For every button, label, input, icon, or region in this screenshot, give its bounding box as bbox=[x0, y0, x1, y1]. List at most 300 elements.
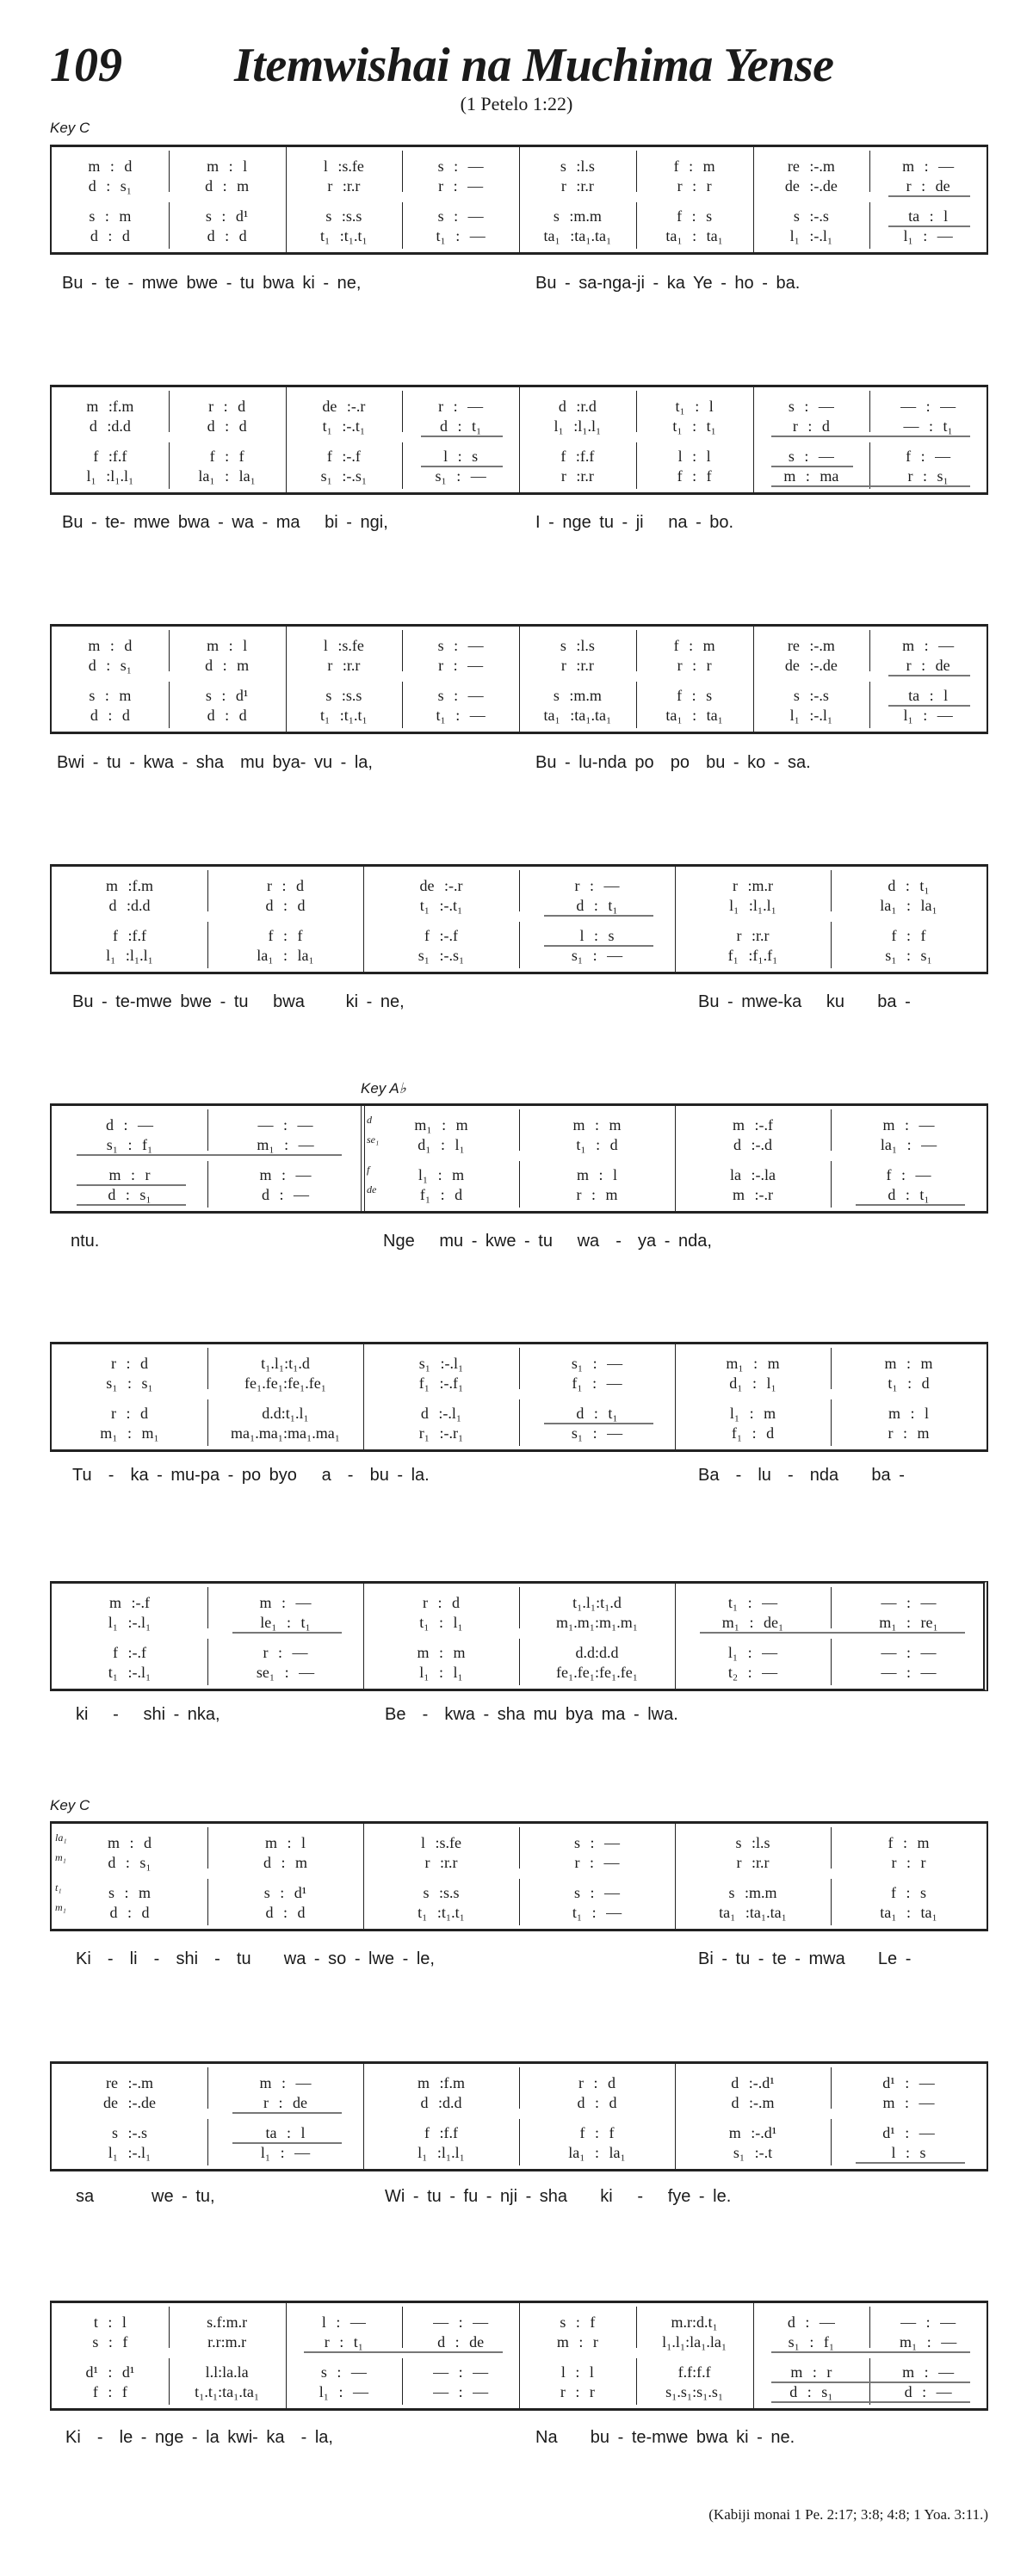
note-cell: m : l bbox=[576, 1166, 617, 1183]
note-cell: la₁ : la₁ bbox=[257, 947, 314, 964]
barline bbox=[169, 2307, 170, 2348]
barline bbox=[169, 630, 170, 671]
slur-line bbox=[544, 945, 653, 947]
lyrics-line: Ki - le - nge - la kwi- ka - la, bbox=[65, 2428, 333, 2447]
lyrics-line: Bu - sa-nga-ji - ka Ye - ho - ba. bbox=[535, 274, 801, 293]
note-cell: f₁ : d bbox=[419, 1186, 463, 1203]
note-cell: de :-.de bbox=[784, 177, 838, 195]
note-cell: d : t₁ bbox=[439, 417, 482, 435]
lyrics-line: Be - kwa - sha mu bya ma - lwa. bbox=[385, 1705, 678, 1724]
barline bbox=[831, 1587, 832, 1628]
note-cell: r :r.r bbox=[560, 657, 594, 674]
modulation-marker: m₁ bbox=[55, 1901, 66, 1913]
note-cell: s : — bbox=[320, 2363, 367, 2381]
note-cell: t₁.l₁:t₁.d bbox=[261, 1355, 310, 1372]
note-cell: d : t₁ bbox=[576, 897, 618, 914]
note-cell: s₁ : s₁ bbox=[885, 947, 932, 964]
note-cell: d¹ : — bbox=[882, 2124, 935, 2141]
note-cell: s₁ : — bbox=[435, 467, 486, 485]
note-cell: f :f.f bbox=[560, 448, 595, 465]
note-cell: d : s₁ bbox=[108, 1186, 152, 1203]
slur-line bbox=[232, 2112, 342, 2114]
note-cell: d : d bbox=[207, 227, 247, 244]
note-cell: r :r.r bbox=[424, 1854, 458, 1871]
lyrics-line: Bu - te - mwe bwe - tu bwa ki - ne, bbox=[62, 274, 362, 293]
lyrics-line: Nge mu - kwe - tu wa - ya - nda, bbox=[383, 1232, 712, 1251]
note-cell: s₁ : f₁ bbox=[788, 2333, 835, 2351]
barline bbox=[636, 442, 637, 489]
note-cell: m₁ : m bbox=[414, 1116, 468, 1134]
note-cell: la :-.la bbox=[730, 1166, 776, 1183]
lyrics-line: Ba - lu - nda ba - bbox=[698, 1466, 905, 1485]
note-cell: f : f bbox=[891, 927, 926, 944]
barline bbox=[636, 2358, 637, 2405]
note-cell: — : — bbox=[257, 1116, 313, 1134]
barline bbox=[207, 1639, 208, 1685]
barline bbox=[286, 387, 287, 492]
note-cell: m : l bbox=[207, 158, 248, 175]
note-cell: r : d bbox=[111, 1355, 148, 1372]
barline bbox=[869, 442, 870, 489]
note-cell: s : — bbox=[437, 637, 484, 654]
lyrics-line: Bi - tu - te - mwa Le - bbox=[698, 1949, 912, 1968]
modulation-marker: t₁ bbox=[55, 1881, 62, 1893]
note-cell: ta₁ :ta₁.ta₁ bbox=[719, 1904, 787, 1921]
note-cell: d₁ : l₁ bbox=[729, 1374, 776, 1392]
note-cell: s₁ : f₁ bbox=[106, 1136, 153, 1153]
barline bbox=[831, 2067, 832, 2109]
note-cell: l₁ : — bbox=[260, 2144, 311, 2161]
note-cell: t₁ :t₁.t₁ bbox=[319, 707, 368, 724]
note-cell: r : d bbox=[578, 2074, 615, 2091]
note-cell: d¹ : — bbox=[882, 2074, 935, 2091]
barline bbox=[753, 147, 754, 252]
barline bbox=[519, 147, 520, 252]
score-system bbox=[50, 1103, 988, 1214]
note-cell: r : — bbox=[438, 657, 484, 674]
note-cell: d : s₁ bbox=[88, 177, 133, 195]
note-cell: s :m.m bbox=[728, 1884, 777, 1901]
note-cell: m₁.m₁:m₁.m₁ bbox=[555, 1614, 639, 1631]
note-cell: s₁ :-.s₁ bbox=[418, 947, 465, 964]
barline bbox=[869, 630, 870, 671]
note-cell: l₁ : m bbox=[418, 1166, 465, 1183]
barline bbox=[831, 1639, 832, 1685]
double-barline bbox=[361, 1106, 365, 1211]
note-cell: f :f.f bbox=[424, 2124, 458, 2141]
note-cell: m : — bbox=[259, 1166, 312, 1183]
note-cell: r : r bbox=[560, 2383, 595, 2400]
note-cell: s : f bbox=[92, 2333, 128, 2351]
score-system bbox=[50, 864, 988, 974]
slur-line bbox=[771, 485, 970, 487]
note-cell: d : s₁ bbox=[789, 2383, 833, 2400]
note-cell: m : — bbox=[902, 158, 955, 175]
note-cell: s.f:m.r bbox=[207, 2313, 248, 2331]
note-cell: ta₁ :ta₁.ta₁ bbox=[543, 707, 612, 724]
lyrics-line: I - nge tu - ji na - bo. bbox=[535, 513, 734, 532]
note-cell: d : m bbox=[205, 177, 250, 195]
note-cell: r :r.r bbox=[736, 927, 770, 944]
barline bbox=[207, 1827, 208, 1869]
note-cell: t₁ : — bbox=[572, 1904, 622, 1921]
note-cell: d : — bbox=[904, 2383, 952, 2400]
note-cell: d :-.d¹ bbox=[731, 2074, 775, 2091]
note-cell: la₁ : la₁ bbox=[568, 2144, 626, 2161]
note-cell: d.d:d.d bbox=[575, 1644, 619, 1661]
modulation-marker: se₁ bbox=[367, 1134, 380, 1146]
note-cell: l₁ :-.l₁ bbox=[108, 1614, 152, 1631]
note-cell: s :l.s bbox=[560, 158, 595, 175]
barline bbox=[402, 202, 403, 249]
barline bbox=[519, 1639, 520, 1685]
note-cell: — : — bbox=[433, 2363, 489, 2381]
note-cell: m : — bbox=[902, 2363, 955, 2381]
note-cell: — : — bbox=[881, 1594, 937, 1611]
note-cell: t₁ : d bbox=[576, 1136, 618, 1153]
barline bbox=[402, 151, 403, 192]
lyrics-line: ki - shi - nka, bbox=[76, 1705, 220, 1724]
note-cell: f :-.f bbox=[113, 1644, 146, 1661]
note-cell: t₁ : l bbox=[675, 398, 714, 415]
barline bbox=[519, 1587, 520, 1628]
slur-line bbox=[856, 1204, 965, 1206]
barline bbox=[363, 2064, 364, 2169]
footnote: (Kabiji monai 1 Pe. 2:17; 3:8; 4:8; 1 Yoa. 3:11.) bbox=[708, 2506, 988, 2523]
note-cell: l :s.fe bbox=[323, 158, 364, 175]
note-cell: r.r:m.r bbox=[207, 2333, 247, 2351]
note-cell: de :-.r bbox=[322, 398, 366, 415]
note-cell: l₁.l₁:la₁.la₁ bbox=[662, 2333, 727, 2351]
slur-line bbox=[421, 436, 503, 437]
slur-line bbox=[888, 675, 970, 676]
note-cell: m₁ : — bbox=[899, 2333, 957, 2351]
modulation-marker: la₁ bbox=[55, 1832, 67, 1844]
note-cell: r : r bbox=[891, 1854, 926, 1871]
note-cell: l₁ : — bbox=[903, 227, 953, 244]
note-cell: s₁ :-.t bbox=[733, 2144, 773, 2161]
note-cell: m :-.r bbox=[733, 1186, 773, 1203]
note-cell: s : m bbox=[89, 687, 132, 704]
barline bbox=[363, 1824, 364, 1929]
barline bbox=[519, 1827, 520, 1869]
note-cell: m : m bbox=[884, 1355, 933, 1372]
note-cell: s :-.s bbox=[793, 207, 829, 225]
note-cell: s₁ :-.s₁ bbox=[320, 467, 368, 485]
note-cell: d : — bbox=[105, 1116, 153, 1134]
note-cell: l₁ :-.l₁ bbox=[789, 227, 833, 244]
note-cell: d : t₁ bbox=[888, 1186, 930, 1203]
note-cell: l₁ :-.l₁ bbox=[789, 707, 833, 724]
note-cell: d : d bbox=[207, 707, 247, 724]
note-cell: r : m bbox=[576, 1186, 618, 1203]
barline bbox=[869, 682, 870, 728]
note-cell: t₁ : — bbox=[436, 707, 486, 724]
note-cell: — : — bbox=[900, 2313, 956, 2331]
note-cell: l₁ :l₁.l₁ bbox=[418, 2144, 465, 2161]
note-cell: r : d bbox=[208, 398, 246, 415]
note-cell: m : l bbox=[207, 637, 248, 654]
note-cell: f :f.f bbox=[93, 448, 127, 465]
note-cell: s₁ :-.l₁ bbox=[418, 1355, 464, 1372]
barline bbox=[207, 2067, 208, 2109]
note-cell: f.f:f.f bbox=[677, 2363, 711, 2381]
barline bbox=[286, 627, 287, 732]
barline bbox=[636, 391, 637, 432]
barline bbox=[519, 1879, 520, 1925]
note-cell: m₁ : — bbox=[257, 1136, 314, 1153]
note-cell: r : — bbox=[574, 877, 620, 894]
note-cell: — : — bbox=[900, 398, 956, 415]
barline bbox=[519, 1348, 520, 1389]
note-cell: m : — bbox=[882, 2094, 935, 2111]
slur-line bbox=[421, 466, 503, 467]
note-cell: f : f bbox=[677, 467, 712, 485]
note-cell: d : d bbox=[577, 2094, 617, 2111]
note-cell: r : d bbox=[423, 1594, 460, 1611]
note-cell: s :m.m bbox=[553, 687, 602, 704]
note-cell: f₁ : — bbox=[572, 1374, 622, 1392]
barline bbox=[831, 1879, 832, 1925]
note-cell: d : s₁ bbox=[108, 1854, 152, 1871]
slur-line bbox=[771, 436, 970, 437]
barline bbox=[207, 2119, 208, 2165]
note-cell: r : — bbox=[263, 1644, 308, 1661]
hymn-title: Itemwishai na Muchima Yense bbox=[234, 39, 834, 92]
key-signature: Key C bbox=[50, 120, 90, 136]
note-cell: d : d bbox=[207, 417, 247, 435]
note-cell: — : — bbox=[433, 2313, 489, 2331]
barline bbox=[831, 1399, 832, 1446]
note-cell: d : — bbox=[787, 2313, 835, 2331]
score-system bbox=[50, 385, 988, 495]
note-cell: r : r bbox=[677, 177, 712, 195]
note-cell: m.r:d.t₁ bbox=[671, 2313, 718, 2331]
barline bbox=[207, 1399, 208, 1446]
barline bbox=[869, 151, 870, 192]
note-cell: l₁ : — bbox=[903, 707, 953, 724]
note-cell: t : l bbox=[93, 2313, 127, 2331]
barline bbox=[207, 1161, 208, 1208]
slur-line bbox=[77, 1154, 342, 1156]
barline bbox=[675, 1584, 676, 1689]
note-cell: s :m.m bbox=[553, 207, 602, 225]
note-cell: r : — bbox=[574, 1854, 620, 1871]
note-cell: t₁ :t₁.t₁ bbox=[418, 1904, 465, 1921]
note-cell: — : t₁ bbox=[903, 417, 953, 435]
barline bbox=[831, 922, 832, 968]
note-cell: s :-.s bbox=[111, 2124, 147, 2141]
note-cell: ta : l bbox=[908, 687, 949, 704]
note-cell: de :-.de bbox=[103, 2094, 156, 2111]
note-cell: r : s₁ bbox=[907, 467, 949, 485]
note-cell: r : — bbox=[438, 398, 484, 415]
barline bbox=[753, 387, 754, 492]
note-cell: s : m bbox=[89, 207, 132, 225]
note-cell: l₁ :l₁.l₁ bbox=[729, 897, 776, 914]
note-cell: l₁ : — bbox=[319, 2383, 369, 2400]
barline bbox=[519, 387, 520, 492]
note-cell: f₁ :-.f₁ bbox=[418, 1374, 464, 1392]
note-cell: d : — bbox=[261, 1186, 309, 1203]
note-cell: r :r.r bbox=[327, 657, 361, 674]
barline bbox=[519, 2303, 520, 2408]
note-cell: m : d bbox=[88, 637, 133, 654]
note-cell: la₁ : — bbox=[880, 1136, 937, 1153]
slur-line bbox=[232, 1632, 342, 1634]
note-cell: s :-.s bbox=[793, 687, 829, 704]
note-cell: s : d¹ bbox=[205, 687, 249, 704]
note-cell: d : s₁ bbox=[88, 657, 133, 674]
note-cell: l : s bbox=[891, 2144, 926, 2161]
note-cell: s : f bbox=[560, 2313, 596, 2331]
slur-line bbox=[700, 1632, 965, 1634]
barline bbox=[675, 1106, 676, 1211]
note-cell: t₁ :-.l₁ bbox=[108, 1664, 152, 1681]
note-cell: m :f.m bbox=[106, 877, 153, 894]
note-cell: d : d bbox=[265, 1904, 306, 1921]
barline bbox=[207, 870, 208, 911]
barline bbox=[519, 2067, 520, 2109]
lyrics-line: ntu. bbox=[71, 1232, 100, 1251]
note-cell: re :-.m bbox=[787, 158, 835, 175]
note-cell: m :f.m bbox=[86, 398, 134, 415]
note-cell: s :s.s bbox=[325, 687, 362, 704]
barline bbox=[207, 1879, 208, 1925]
note-cell: m₁ : re₁ bbox=[879, 1614, 938, 1631]
slur-line bbox=[888, 225, 970, 227]
note-cell: s :l.s bbox=[735, 1834, 770, 1851]
note-cell: ta₁ : ta₁ bbox=[665, 707, 723, 724]
note-cell: s₁ : — bbox=[571, 1355, 623, 1372]
note-cell: s₁.s₁:s₁.s₁ bbox=[665, 2383, 724, 2400]
slur-line bbox=[771, 2401, 970, 2403]
barline bbox=[753, 627, 754, 732]
note-cell: t₁ :t₁.t₁ bbox=[319, 227, 368, 244]
barline bbox=[831, 870, 832, 911]
note-cell: f : m bbox=[673, 158, 715, 175]
note-cell: l₁ : m bbox=[729, 1405, 776, 1422]
note-cell: s : — bbox=[788, 398, 834, 415]
barline bbox=[519, 870, 520, 911]
note-cell: s :s.s bbox=[325, 207, 362, 225]
note-cell: l : l bbox=[677, 448, 711, 465]
note-cell: d : de bbox=[437, 2333, 485, 2351]
note-cell: r : m bbox=[888, 1424, 930, 1442]
barline bbox=[831, 1348, 832, 1389]
barline bbox=[286, 147, 287, 252]
key-signature-change: Key C bbox=[50, 1797, 90, 1813]
slur-line bbox=[771, 466, 853, 467]
note-cell: r : d bbox=[792, 417, 830, 435]
note-cell: m : l bbox=[888, 1405, 929, 1422]
note-cell: s :l.s bbox=[560, 637, 595, 654]
note-cell: la₁ : la₁ bbox=[198, 467, 256, 485]
note-cell: d :d.d bbox=[420, 2094, 462, 2111]
note-cell: r :r.r bbox=[560, 467, 594, 485]
note-cell: d :-.m bbox=[731, 2094, 775, 2111]
barline bbox=[831, 1827, 832, 1869]
slur-line bbox=[77, 1204, 186, 1206]
note-cell: s₁ : — bbox=[571, 947, 623, 964]
lyrics-line: sa we - tu, bbox=[76, 2187, 215, 2206]
note-cell: f₁ : d bbox=[731, 1424, 775, 1442]
hymn-number: 109 bbox=[50, 39, 122, 92]
note-cell: d :d.d bbox=[89, 417, 131, 435]
note-cell: la₁ : la₁ bbox=[880, 897, 937, 914]
barline bbox=[675, 1344, 676, 1449]
note-cell: s : — bbox=[437, 207, 484, 225]
note-cell: s₁ : s₁ bbox=[106, 1374, 153, 1392]
barline bbox=[363, 1584, 364, 1689]
note-cell: m : ma bbox=[783, 467, 839, 485]
note-cell: m : r bbox=[108, 1166, 151, 1183]
note-cell: s : — bbox=[437, 687, 484, 704]
barline bbox=[519, 1109, 520, 1151]
barline bbox=[519, 922, 520, 968]
note-cell: l : — bbox=[321, 2313, 366, 2331]
slur-line bbox=[771, 2351, 970, 2353]
barline bbox=[207, 922, 208, 968]
note-cell: m : — bbox=[259, 1594, 312, 1611]
barline bbox=[831, 1109, 832, 1151]
barline bbox=[753, 2303, 754, 2408]
barline bbox=[675, 1824, 676, 1929]
score-system bbox=[50, 145, 988, 255]
barline bbox=[207, 1587, 208, 1628]
lyrics-line: Bu - te- mwe bwa - wa - ma bi - ngi, bbox=[62, 513, 388, 532]
modulation-marker: m₁ bbox=[55, 1851, 66, 1863]
note-cell: f : — bbox=[886, 1166, 931, 1183]
note-cell: m :-.d¹ bbox=[728, 2124, 777, 2141]
barline bbox=[831, 2119, 832, 2165]
note-cell: re :-.m bbox=[106, 2074, 153, 2091]
note-cell: r : — bbox=[438, 177, 484, 195]
note-cell: s : — bbox=[437, 158, 484, 175]
note-cell: d : d bbox=[90, 707, 130, 724]
note-cell: s₁ : — bbox=[571, 1424, 623, 1442]
note-cell: s : — bbox=[573, 1884, 620, 1901]
modulation-marker: f bbox=[367, 1164, 370, 1176]
lyrics-line: Wi - tu - fu - nji - sha ki - fye - le. bbox=[385, 2187, 732, 2206]
note-cell: t₁ :-.t₁ bbox=[419, 897, 463, 914]
barline bbox=[519, 1161, 520, 1208]
barline bbox=[869, 391, 870, 432]
note-cell: d : m bbox=[263, 1854, 307, 1871]
note-cell: r : d bbox=[111, 1405, 148, 1422]
barline bbox=[636, 151, 637, 192]
score-system bbox=[50, 1342, 988, 1452]
note-cell: — : — bbox=[881, 1664, 937, 1681]
note-cell: r : r bbox=[677, 657, 712, 674]
note-cell: d :r.d bbox=[558, 398, 597, 415]
note-cell: d : d bbox=[265, 897, 306, 914]
note-cell: l₁ :l₁.l₁ bbox=[106, 947, 153, 964]
note-cell: l₁ :l₁.l₁ bbox=[554, 417, 602, 435]
barline bbox=[169, 682, 170, 728]
note-cell: l : s bbox=[443, 448, 479, 465]
note-cell: ma₁.ma₁:ma₁.ma₁ bbox=[230, 1424, 341, 1442]
note-cell: fe₁.fe₁:fe₁.fe₁ bbox=[555, 1664, 639, 1681]
note-cell: t₁ : — bbox=[727, 1594, 778, 1611]
note-cell: d :d.d bbox=[108, 897, 151, 914]
slur-line bbox=[304, 2351, 503, 2353]
barline bbox=[636, 202, 637, 249]
lyrics-line: Bu - lu-nda po po bu - ko - sa. bbox=[535, 753, 811, 772]
barline bbox=[636, 2307, 637, 2348]
lyrics-line: Na bu - te-mwe bwa ki - ne. bbox=[535, 2428, 795, 2447]
note-cell: ta : l bbox=[265, 2124, 306, 2141]
